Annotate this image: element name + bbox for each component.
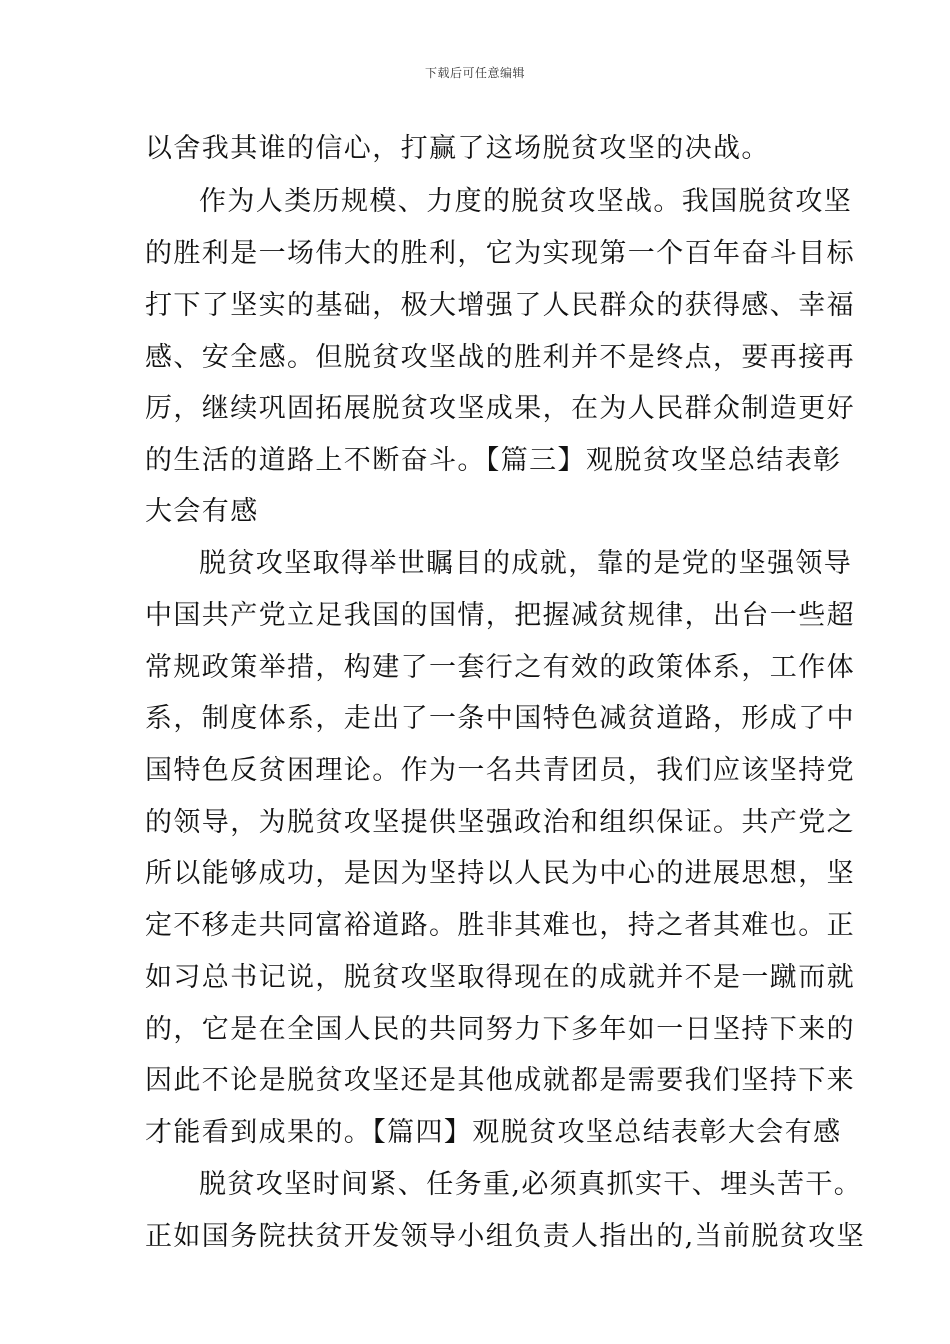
text-line: 才能看到成果的。【篇四】观脱贫攻坚总结表彰大会有感 xyxy=(145,1117,842,1148)
text-line: 因此不论是脱贫攻坚还是其他成就都是需要我们坚持下来 xyxy=(145,1065,855,1096)
text-line: 正如国务院扶贫开发领导小组负责人指出的,当前脱贫攻坚 xyxy=(145,1221,865,1252)
text-line: 厉，继续巩固拓展脱贫攻坚成果，在为人民群众制造更好 xyxy=(145,393,855,424)
text-line: 的领导，为脱贫攻坚提供坚强政治和组织保证。共产党之 xyxy=(145,807,855,838)
text-line: 常规政策举措，构建了一套行之有效的政策体系，工作体 xyxy=(145,652,855,683)
text-line: 中国共产党立足我国的国情，把握减贫规律，出台一些超 xyxy=(145,600,855,631)
text-line: 以舍我其谁的信心，打赢了这场脱贫攻坚的决战。 xyxy=(145,133,770,164)
text-line: 系，制度体系，走出了一条中国特色减贫道路，形成了中 xyxy=(145,703,855,734)
text-line: 打下了坚实的基础，极大增强了人民群众的获得感、幸福 xyxy=(145,290,855,321)
text-line: 大会有感 xyxy=(145,496,259,527)
page-header: 下载后可任意编辑 xyxy=(424,66,525,80)
text-line: 所以能够成功，是因为坚持以人民为中心的进展思想，坚 xyxy=(145,858,855,889)
text-line: 国特色反贫困理论。作为一名共青团员，我们应该坚持党 xyxy=(145,755,855,786)
text-line: 的生活的道路上不断奋斗。【篇三】观脱贫攻坚总结表彰 xyxy=(145,445,842,476)
text-line: 作为人类历规模、力度的脱贫攻坚战。我国脱贫攻坚 xyxy=(199,186,853,217)
text-line: 脱贫攻坚取得举世瞩目的成就，靠的是党的坚强领导 xyxy=(199,548,853,579)
text-line: 感、安全感。但脱贫攻坚战的胜利并不是终点，要再接再 xyxy=(145,342,855,373)
text-line: 如习总书记说，脱贫攻坚取得现在的成就并不是一蹴而就 xyxy=(145,962,855,993)
text-line: 定不移走共同富裕道路。胜非其难也，持之者其难也。正 xyxy=(145,910,855,941)
text-line: 脱贫攻坚时间紧、任务重,必须真抓实干、埋头苦干。 xyxy=(199,1169,863,1200)
text-line: 的胜利是一场伟大的胜利，它为实现第一个百年奋斗目标 xyxy=(145,238,855,269)
text-line: 的，它是在全国人民的共同努力下多年如一日坚持下来的 xyxy=(145,1014,855,1045)
